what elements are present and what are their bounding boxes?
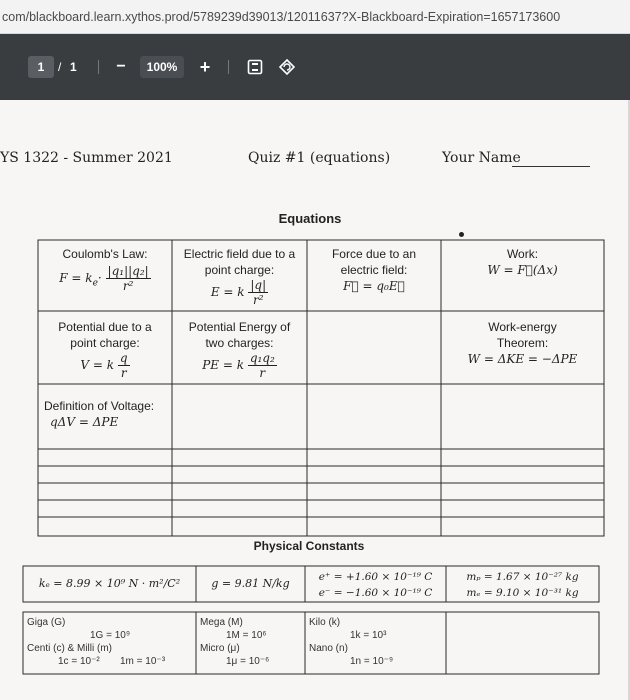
coulomb-law	[38, 246, 172, 293]
potential	[38, 319, 172, 380]
potential-label-2: point charge:	[70, 336, 140, 350]
efield-lhs: E = k	[210, 285, 245, 299]
coulomb-sub: e	[92, 278, 98, 289]
giga-value: 1G = 10⁹	[90, 630, 131, 641]
kilo-label: Kilo (k)	[309, 617, 341, 628]
proton-mass: mₚ = 1.67 × 10⁻²⁷ kg	[466, 571, 579, 583]
nano-value: 1n = 10⁻⁹	[350, 656, 394, 667]
efield-fraction	[248, 278, 268, 307]
work-energy-formula: W = ΔKE = −ΔPE	[467, 352, 578, 366]
page-number-input[interactable]: 1	[28, 56, 54, 78]
coulomb-formula	[38, 264, 172, 293]
centi-value: 1c = 10⁻²	[58, 656, 100, 667]
page-total: 1	[70, 60, 77, 74]
nano-label: Nano (n)	[309, 643, 348, 654]
pe-lhs: PE = k	[202, 358, 244, 372]
coulomb-denominator: r²	[122, 279, 134, 293]
electric-field	[172, 246, 307, 307]
your-name-label: Your Name	[442, 150, 521, 166]
coulomb-fraction	[106, 264, 151, 293]
potential-label-1: Potential due to a	[58, 320, 152, 334]
coulomb-lhs: F = k	[59, 271, 93, 285]
efield-label-2: point charge:	[204, 263, 275, 277]
pe-label-2: two charges:	[205, 336, 274, 350]
work-energy-label-1: Work-energy	[488, 320, 557, 334]
pe-formula	[172, 351, 307, 380]
pe-denominator: r	[259, 366, 266, 380]
efield-label-1: Electric field due to a	[183, 247, 296, 261]
coulomb-constant: kₑ = 8.99 × 10⁹ N · m²/C²	[38, 577, 181, 590]
rotate-icon	[278, 58, 296, 76]
potential-lhs: V = k	[80, 358, 115, 372]
force-label-2: electric field:	[340, 263, 408, 277]
electron-charge: e⁻ = −1.60 × 10⁻¹⁹ C	[318, 587, 433, 599]
url-text: com/blackboard.learn.xythos.prod/5789239d39013/12011637?X-Blackboard-Expiration=1657173600	[2, 10, 561, 24]
work-formula: W = F⃗(Δx)	[487, 263, 558, 277]
zoom-out-button[interactable]: −	[116, 58, 126, 75]
work-energy-label-2: Theorem:	[496, 336, 549, 350]
name-blank	[512, 166, 590, 167]
potential-fraction	[118, 351, 130, 380]
pe-label-1: Potential Energy of	[188, 320, 291, 334]
course-title: YS 1322 - Summer 2021	[0, 150, 173, 166]
work	[441, 246, 604, 278]
potential-energy	[172, 319, 307, 380]
force-formula: F⃗ = q₀E⃗	[343, 279, 405, 293]
coulomb-numerator: |q₁||q₂|	[107, 264, 149, 278]
fit-page-icon	[247, 59, 263, 75]
equations-title: Equations	[278, 211, 342, 226]
voltage-label: Definition of Voltage:	[44, 399, 155, 413]
zoom-level-input[interactable]: 100%	[140, 56, 184, 78]
efield-denominator: r²	[252, 293, 264, 307]
efield-numerator: |q|	[250, 278, 267, 292]
potential-numerator: q	[119, 351, 128, 365]
giga-label: Giga (G)	[27, 617, 66, 628]
efield-formula	[172, 278, 307, 307]
micro-label: Micro (μ)	[200, 643, 240, 654]
mega-value: 1M = 10⁶	[226, 630, 267, 641]
potential-denominator: r	[120, 366, 127, 380]
centi-milli-label: Centi (c) & Milli (m)	[27, 643, 112, 654]
force-field	[307, 246, 441, 294]
voltage-formula: qΔV = ΔPE	[50, 415, 119, 429]
work-label: Work:	[506, 247, 539, 261]
pdf-toolbar	[0, 34, 630, 100]
work-energy	[441, 319, 604, 367]
gravity-constant: g = 9.81 N/kg	[211, 577, 290, 590]
mega-label: Mega (M)	[200, 617, 243, 628]
proton-charge: e⁺ = +1.60 × 10⁻¹⁹ C	[318, 571, 433, 583]
constants-title: Physical Constants	[253, 539, 365, 553]
voltage-definition	[44, 398, 172, 430]
force-label-1: Force due to an	[331, 247, 417, 261]
toolbar-divider	[98, 60, 99, 74]
page-separator: /	[58, 60, 62, 74]
milli-value: 1m = 10⁻³	[120, 656, 166, 667]
electron-mass: mₑ = 9.10 × 10⁻³¹ kg	[466, 587, 579, 599]
address-bar[interactable]	[0, 0, 630, 34]
potential-formula	[38, 351, 172, 380]
stray-mark	[459, 232, 464, 237]
zoom-in-button[interactable]: +	[199, 57, 211, 77]
quiz-title: Quiz #1 (equations)	[248, 150, 391, 166]
pe-numerator: q₁q₂	[249, 351, 275, 365]
pe-fraction	[248, 351, 277, 380]
fit-page-button[interactable]	[244, 56, 266, 78]
coulomb-dot: ·	[97, 271, 102, 285]
toolbar-divider	[228, 60, 229, 74]
rotate-button[interactable]	[276, 56, 298, 78]
coulomb-label: Coulomb's Law:	[62, 247, 148, 261]
kilo-value: 1k = 10³	[350, 630, 387, 641]
micro-value: 1μ = 10⁻⁶	[226, 656, 270, 667]
